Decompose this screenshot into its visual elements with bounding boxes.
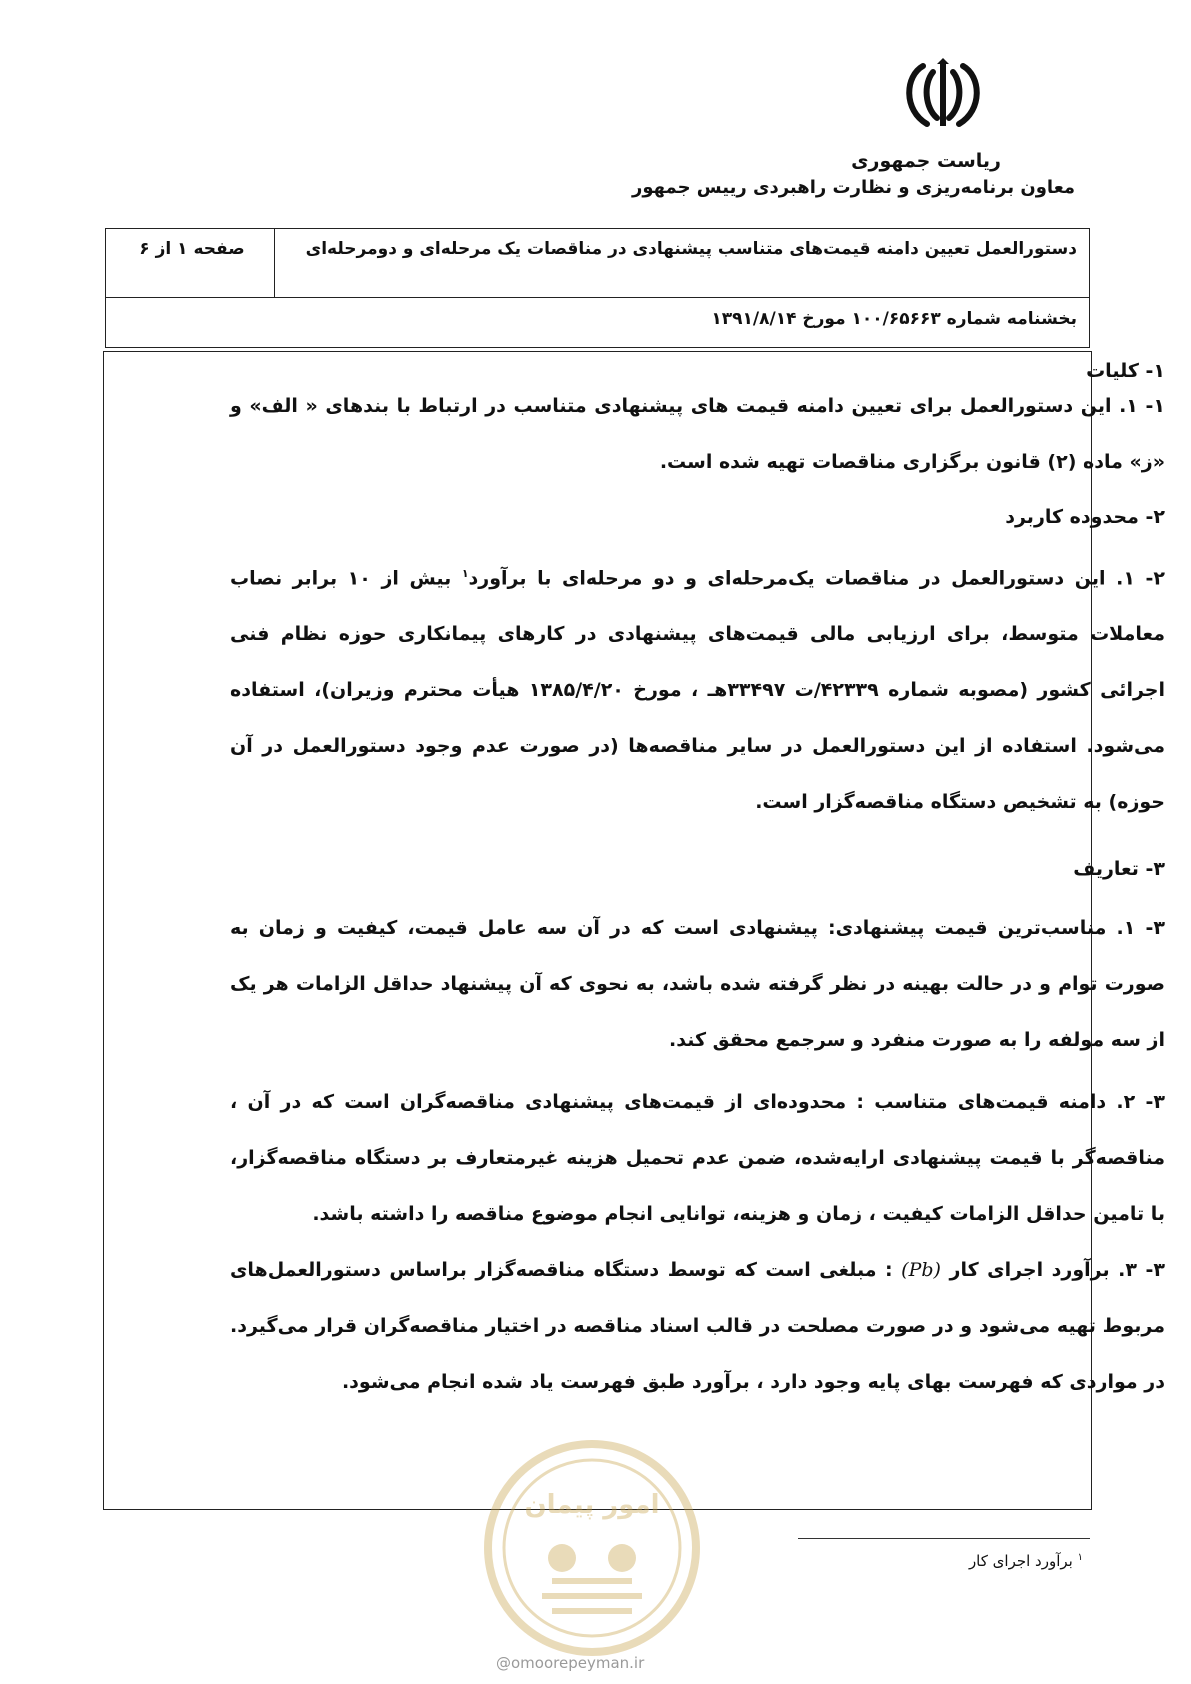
header-divider (274, 229, 275, 297)
website-watermark: @omoorepeyman.ir (496, 1654, 645, 1672)
stamp-text: امور پیمان (524, 1490, 660, 1520)
paragraph-3-2: ۳- ۲. دامنه قیمت‌های متناسب : محدوده‌ای از قیمت‌های پیشنهادی مناقصه‌گران است که در آن ، مناقصه‌گر با قیمت پیشنهادی ارایه‌شده، ضمن عدم تحمیل هزینه غیرمتعارف بر دستگاه مناقصه‌گزار، با تامین حداقل الزامات کیفیت ، زمان و هزینه، توانایی انجام موضوع مناقصه را داشته باشد. (230, 1091, 1165, 1225)
org-title: ریاست جمهوری (851, 150, 1001, 172)
footnote-ref-mark: ۱ (461, 567, 469, 580)
paragraph-3-3-body: : مبلغی است که توسط دستگاه مناقصه‌گزار براساس دستورالعمل‌های مربوط تهیه می‌شود و در صورت مصلحت در قالب اسناد مناقصه در اختیار مناقصه‌گران قرار می‌گیرد. در مواردی که فهرست بهای پایه وجود دارد ، برآورد طبق فهرست یاد شده انجام می‌شود. (230, 1259, 1165, 1393)
iran-emblem-logo (893, 58, 993, 130)
footnote-rule (798, 1538, 1090, 1539)
footnote (969, 1552, 1083, 1570)
watermark-stamp (482, 1438, 702, 1658)
footnote-text: برآورد اجرای کار (968, 1552, 1073, 1570)
page-number: صفحه ۱ از ۶ (139, 239, 245, 259)
section-heading-scope: ۲- محدوده کاربرد (1005, 506, 1165, 528)
header-row (106, 229, 1089, 298)
paragraph-2-1 (230, 546, 1165, 830)
paragraph-1-1: ۱- ۱. این دستورالعمل برای تعیین دامنه قیمت های پیشنهادی متناسب در ارتباط با بندهای « الف» و «ز» ماده (۲) قانون برگزاری مناقصات تهیه شده است. (230, 395, 1165, 473)
document-title: دستورالعمل تعیین دامنه قیمت‌های متناسب پیشنهادی در مناقصات یک مرحله‌ای و دومرحله‌ای (305, 239, 1077, 259)
section-heading-definitions: ۳- تعاریف (1073, 858, 1165, 880)
document-header-table (105, 228, 1090, 348)
pb-symbol: (Pb) (901, 1259, 941, 1281)
circular-number: بخشنامه شماره ۱۰۰/۶۵۶۶۳ مورخ ۱۳۹۱/۸/۱۴ (711, 309, 1077, 329)
paragraph-3-1: ۳- ۱. مناسب‌ترین قیمت پیشنهادی: پیشنهادی است که در آن سه عامل قیمت، کیفیت و زمان به صورت توام و در حالت بهینه در نظر گرفته شده باشد، به نحوی که آن پیشنهاد حداقل الزامات هر یک از سه مولفه را به صورت منفرد و سرجمع محقق کند. (230, 917, 1165, 1051)
paragraph-3-3-lead: ۳- ۳. برآورد اجرای کار (949, 1259, 1165, 1281)
section-heading-general: ۱- کلیات (1086, 360, 1165, 382)
footnote-mark: ۱ (1077, 1552, 1083, 1563)
paragraph-2-1-part1: ۲- ۱. این دستورالعمل در مناقصات یک‌مرحله‌ای و دو مرحله‌ای با برآورد (468, 567, 1165, 590)
org-subtitle: معاون برنامه‌ریزی و نظارت راهبردی رییس جمهور (631, 177, 1075, 198)
paragraph-2-1-part2: بیش از ۱۰ برابر نصاب معاملات متوسط، برای ارزیابی مالی قیمت‌های پیشنهادی در کارهای پیمانکاری حوزه نظام فنی اجرائی کشور (مصوبه شماره ۴۲۳۳۹/ت ۳۳۴۹۷هـ ، مورخ ۱۳۸۵/۴/۲۰ هیأت محترم وزیران)، استفاده می‌شود. استفاده از این دستورالعمل در سایر مناقصه‌ها (در صورت عدم وجود دستورالعمل در آن حوزه) به تشخیص دستگاه مناقصه‌گزار است. (230, 567, 1165, 814)
paragraph-3-3 (230, 1242, 1165, 1410)
